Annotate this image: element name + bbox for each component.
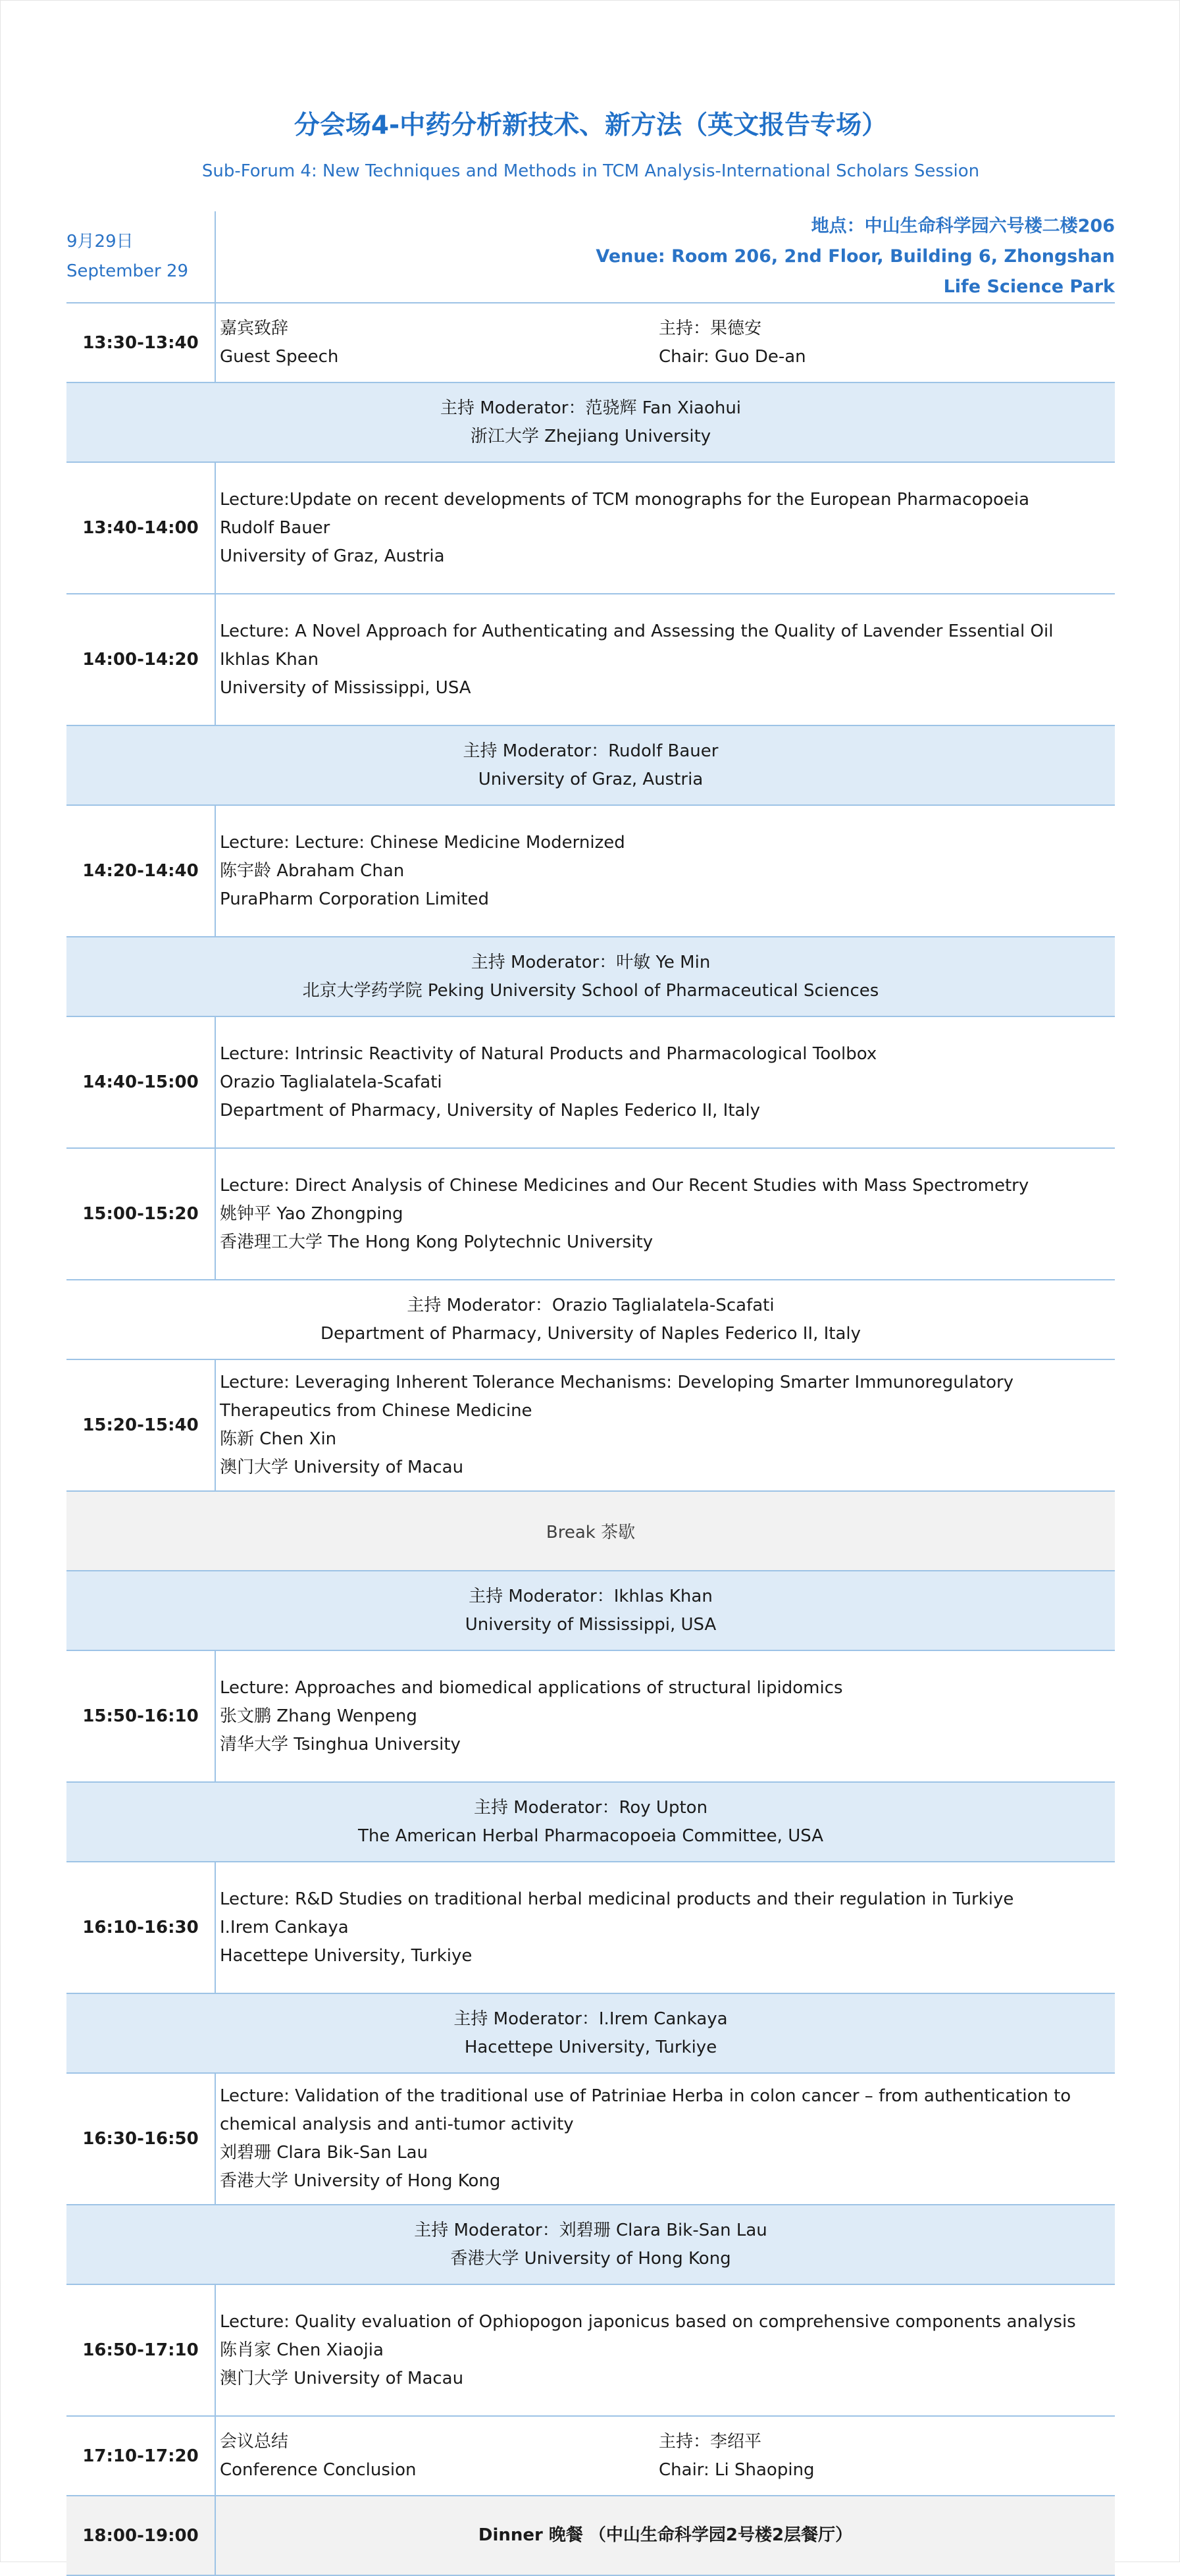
speaker-name: 张文鹏 Zhang Wenpeng [220,1706,417,1726]
talk-body [215,1148,1115,1280]
break-row [66,1491,1115,1571]
speaker-name: 陈新 Chen Xin [220,1429,337,1449]
talk-body [215,1359,1115,1491]
talk-row [66,1650,1115,1782]
time-slot: 14:40-15:00 [66,1016,215,1148]
moderator-name: 主持 Moderator：Ikhlas Khan [469,1586,713,1606]
time-slot: 14:00-14:20 [66,594,215,725]
speaker-affiliation: University of Mississippi, USA [220,677,471,698]
moderator-name: 主持 Moderator：Orazio Taglialatela-Scafati [407,1295,775,1315]
speaker-affiliation: Hacettepe University, Turkiye [220,1945,473,1966]
time-slot: 15:20-15:40 [66,1359,215,1491]
break-label: Break 茶歇 [66,1491,1115,1571]
speaker-affiliation: 澳门大学 University of Macau [220,1458,464,1477]
speaker-affiliation: 香港理工大学 The Hong Kong Polytechnic University [220,1232,654,1252]
moderator-row [66,2205,1115,2284]
moderator-name: 主持 Moderator：范骁辉 Fan Xiaohui [440,398,742,418]
talk-row [66,1016,1115,1148]
moderator-affiliation: 浙江大学 Zhejiang University [470,426,711,446]
time-slot: 16:50-17:10 [66,2284,215,2416]
speaker-name: Orazio Taglialatela-Scafati [220,1072,442,1092]
speaker-affiliation: 清华大学 Tsinghua University [220,1734,461,1754]
talk-body [215,462,1115,594]
time-slot: 15:00-15:20 [66,1148,215,1280]
time-slot: 16:10-16:30 [66,1862,215,1993]
moderator-name: 主持 Moderator：Rudolf Bauer [463,741,719,761]
moderator-row [66,937,1115,1016]
talk-row [66,2284,1115,2416]
speaker-name: 刘碧珊 Clara Bik-San Lau [220,2143,428,2163]
moderator-affiliation: Department of Pharmacy, University of Naples Federico II, Italy [320,1323,861,1344]
lecture-title: Lecture: A Novel Approach for Authenticating and Assessing the Quality of Lavender Essential Oil [220,621,1054,641]
opening-row [66,303,1115,382]
closing-chair-en: Chair: Li Shaoping [659,2459,815,2480]
venue-chinese: 地点：中山生命科学园六号楼二楼206 [811,216,1115,236]
closing-title-cn: 会议总结 [220,2431,289,2452]
speaker-name: Rudolf Bauer [220,517,330,538]
moderator-affiliation: 香港大学 University of Hong Kong [450,2248,731,2269]
header-row [66,211,1115,303]
speaker-name: Ikhlas Khan [220,649,319,670]
talk-body [215,594,1115,725]
opening-chair-cn: 主持：果德安 [659,318,762,338]
lecture-title: Lecture: R&D Studies on traditional herbal medicinal products and their regulation in Turkiye [220,1889,1014,1909]
lecture-title: Lecture: Validation of the traditional use of Patriniae Herba in colon cancer – from authentication to chemical analysis and anti-tumor activity [220,2086,1071,2134]
closing-title-en: Conference Conclusion [220,2459,417,2480]
time-slot: 16:30-16:50 [66,2073,215,2205]
closing-row [66,2416,1115,2496]
moderator-name: 主持 Moderator：刘碧珊 Clara Bik-San Lau [414,2220,767,2240]
title-english: Sub-Forum 4: New Techniques and Methods in TCM Analysis-International Scholars Session [201,161,980,181]
closing-body [215,2416,1115,2496]
moderator-row [66,725,1115,805]
time-slot: 17:10-17:20 [66,2416,215,2496]
venue-english-line1: Venue: Room 206, 2nd Floor, Building 6, Zhongshan [596,246,1115,267]
lecture-title: Lecture:Update on recent developments of TCM monographs for the European Pharmacopoeia [220,489,1030,510]
talk-row [66,2073,1115,2205]
time-slot: 15:50-16:10 [66,1650,215,1782]
dinner-label: Dinner 晚餐 （中山生命科学园2号楼2层餐厅） [215,2496,1115,2575]
venue-english-line2: Life Science Park [943,276,1115,297]
speaker-name: 陈宇龄 Abraham Chan [220,860,405,881]
talk-row [66,594,1115,725]
speaker-affiliation: 香港大学 University of Hong Kong [220,2171,501,2191]
speaker-affiliation: PuraPharm Corporation Limited [220,889,490,909]
talk-row [66,805,1115,937]
lecture-title: Lecture: Approaches and biomedical applications of structural lipidomics [220,1677,843,1698]
opening-title-en: Guest Speech [220,346,339,367]
talk-row [66,1359,1115,1491]
moderator-affiliation: Hacettepe University, Turkiye [464,2037,717,2057]
talk-row [66,1148,1115,1280]
speaker-affiliation: 澳门大学 University of Macau [220,2368,464,2388]
moderator-row [66,1571,1115,1650]
opening-chair-en: Chair: Guo De-an [659,346,806,367]
date-cell [66,211,215,303]
moderator-row [66,1993,1115,2073]
talk-row [66,462,1115,594]
lecture-title: Lecture: Intrinsic Reactivity of Natural Products and Pharmacological Toolbox [220,1043,877,1064]
moderator-name: 主持 Moderator：Roy Upton [473,1797,708,1818]
time-slot: 14:20-14:40 [66,805,215,937]
speaker-name: I.Irem Cankaya [220,1917,349,1937]
moderator-affiliation: The American Herbal Pharmacopoeia Committee, USA [357,1826,824,1846]
talk-body [215,1650,1115,1782]
venue-cell [215,211,1115,303]
talk-body [215,2073,1115,2205]
lecture-title: Lecture: Direct Analysis of Chinese Medicines and Our Recent Studies with Mass Spectrometry [220,1175,1029,1196]
moderator-row [66,1280,1115,1359]
talk-body [215,1016,1115,1148]
opening-title-cn: 嘉宾致辞 [220,318,289,338]
time-slot: 18:00-19:00 [66,2496,215,2575]
talk-row [66,1862,1115,1993]
moderator-affiliation: University of Graz, Austria [478,769,704,789]
date-english: September 29 [66,261,189,281]
lecture-title: Lecture: Leveraging Inherent Tolerance Mechanisms: Developing Smarter Immunoregulatory Therapeutics from Chinese Medicine [220,1373,1014,1421]
time-slot: 13:30-13:40 [66,303,215,382]
lecture-title: Lecture: Lecture: Chinese Medicine Modernized [220,832,625,853]
moderator-row [66,382,1115,462]
speaker-name: 姚钟平 Yao Zhongping [220,1203,403,1224]
dinner-row [66,2496,1115,2575]
time-slot: 13:40-14:00 [66,462,215,594]
date-chinese: 9月29日 [66,232,134,251]
moderator-name: 主持 Moderator：I.Irem Cankaya [453,2009,728,2029]
speaker-name: 陈肖家 Chen Xiaojia [220,2340,384,2360]
closing-chair-cn: 主持：李绍平 [659,2431,762,2452]
schedule-table [66,211,1115,2576]
lecture-title: Lecture: Quality evaluation of Ophiopogon japonicus based on comprehensive components analysis [220,2311,1076,2332]
talk-body [215,805,1115,937]
speaker-affiliation: University of Graz, Austria [220,546,445,566]
moderator-row [66,1782,1115,1862]
moderator-affiliation: University of Mississippi, USA [465,1614,717,1635]
opening-body [215,303,1115,382]
talk-body [215,2284,1115,2416]
speaker-affiliation: Department of Pharmacy, University of Naples Federico II, Italy [220,1100,761,1120]
moderator-affiliation: 北京大学药学院 Peking University School of Pharmaceutical Sciences [302,980,879,1001]
title-chinese: 分会场4-中药分析新技术、新方法（英文报告专场） [294,111,888,140]
moderator-name: 主持 Moderator：叶敏 Ye Min [471,952,711,972]
talk-body [215,1862,1115,1993]
